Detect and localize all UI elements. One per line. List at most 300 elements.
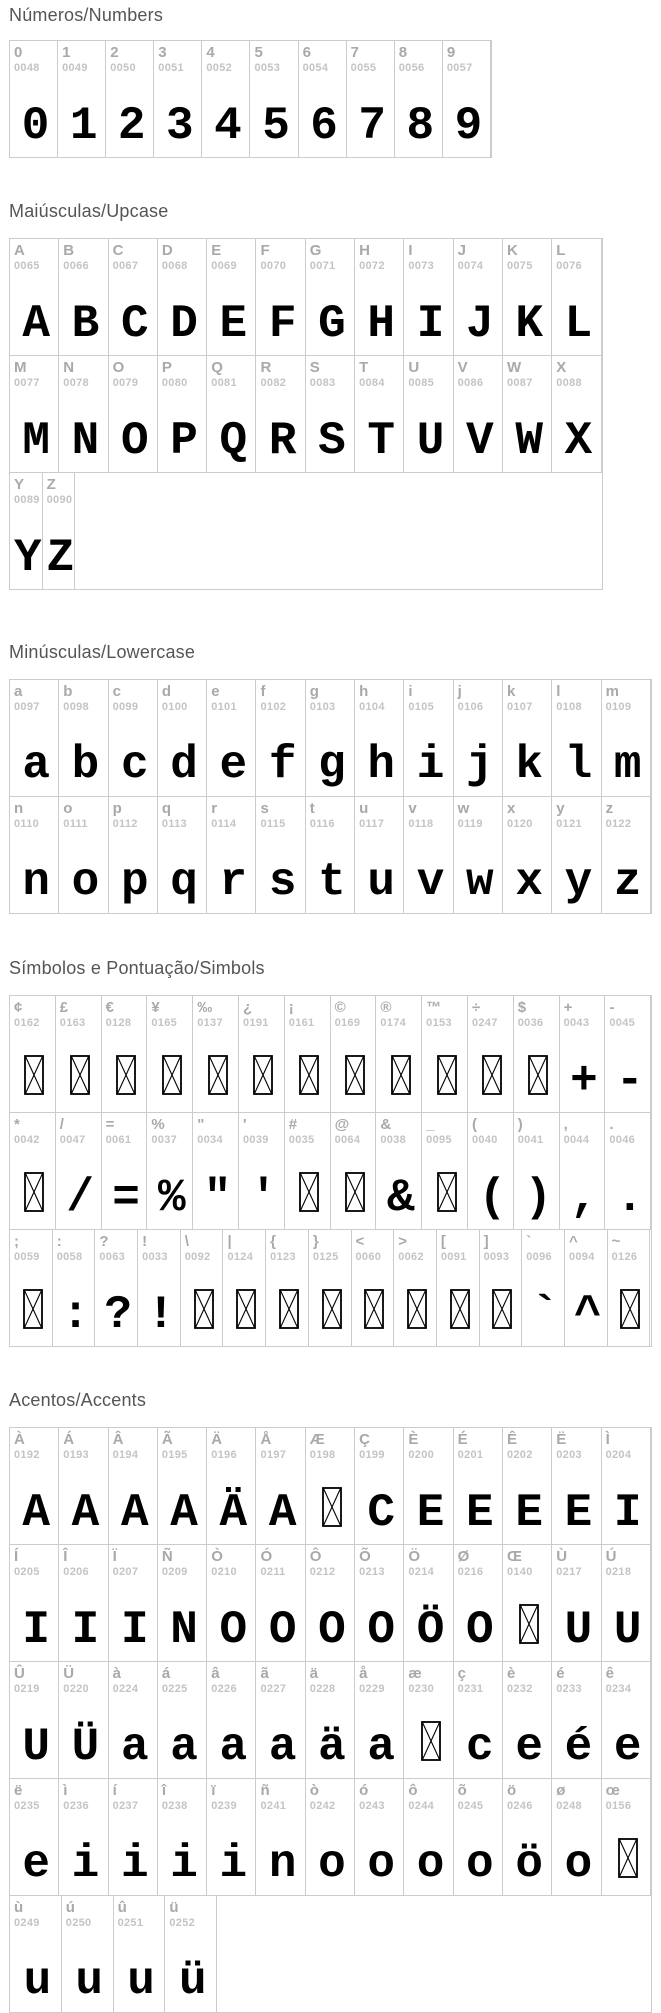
glyph-area — [556, 390, 600, 472]
char-code: 0238 — [161, 1800, 188, 1812]
char-code: 0174 — [380, 1017, 407, 1029]
char-row — [10, 796, 651, 913]
cell-header — [113, 1548, 157, 1579]
glyph-area — [162, 1462, 206, 1544]
cell-header — [612, 1233, 650, 1264]
char-row — [10, 1895, 651, 2012]
char-code: 0063 — [99, 1251, 126, 1263]
glyph-area — [359, 714, 403, 796]
char-label: 7 — [350, 44, 359, 61]
char-code: 0126 — [611, 1251, 638, 1263]
char-label: ä — [309, 1665, 319, 1682]
glyph-area — [197, 1030, 238, 1112]
char-cell-0229 — [355, 1662, 404, 1778]
char-code: 0140 — [506, 1566, 533, 1578]
char-cell-0097 — [10, 680, 59, 796]
glyph-area — [609, 1030, 650, 1112]
char-code: 0064 — [334, 1134, 361, 1146]
char-label: B — [63, 242, 75, 259]
char-label: å — [359, 1665, 368, 1682]
cell-header — [162, 1665, 206, 1696]
cell-header — [197, 999, 238, 1030]
char-cell-0079 — [109, 356, 158, 472]
glyph: n — [22, 856, 50, 908]
char-cell-0239 — [207, 1779, 256, 1895]
glyph-area — [162, 1813, 206, 1895]
char-code: 0089 — [14, 494, 40, 506]
cell-header — [310, 359, 354, 390]
char-cell-0123 — [266, 1230, 309, 1346]
char-label: : — [56, 1233, 62, 1250]
missing-glyph-icon — [236, 1289, 256, 1329]
char-code: 0088 — [556, 377, 582, 389]
glyph: D — [170, 298, 198, 350]
cell-header — [63, 1782, 107, 1813]
glyph-area — [606, 831, 650, 913]
char-code: 0224 — [112, 1683, 139, 1695]
char-label: * — [14, 1116, 20, 1133]
char-label: G — [309, 242, 322, 259]
char-code: 0094 — [568, 1251, 595, 1263]
cell-header — [507, 1548, 551, 1579]
glyph: T — [367, 415, 396, 467]
glyph: e — [22, 1838, 50, 1890]
char-row — [10, 41, 491, 157]
glyph-area — [472, 1030, 513, 1112]
char-label: ~ — [611, 1233, 621, 1250]
glyph: é — [564, 1721, 593, 1773]
char-label: d — [161, 683, 172, 700]
cell-header — [310, 242, 354, 273]
char-code: 0040 — [471, 1134, 498, 1146]
glyph-area — [606, 714, 650, 796]
char-code: 0109 — [605, 701, 632, 713]
glyph-area — [197, 1147, 238, 1229]
char-code: 0052 — [206, 62, 233, 74]
char-code: 0117 — [359, 818, 385, 830]
char-label: 6 — [302, 44, 311, 61]
char-label: < — [355, 1233, 365, 1250]
cell-header — [556, 242, 600, 273]
glyph: e — [613, 1721, 642, 1773]
char-label: V — [457, 359, 468, 376]
char-cell-0038 — [376, 1113, 422, 1229]
char-label: õ — [457, 1782, 467, 1799]
glyph-area — [158, 75, 201, 157]
char-code: 0056 — [398, 62, 425, 74]
char-code: 0246 — [506, 1800, 533, 1812]
glyph-area — [14, 1147, 55, 1229]
cell-header — [310, 800, 354, 831]
char-code: 0114 — [211, 818, 237, 830]
char-label: s — [260, 800, 269, 817]
glyph-area — [518, 1030, 559, 1112]
char-label: $ — [517, 999, 527, 1016]
char-code: 0227 — [260, 1683, 287, 1695]
glyph: N — [170, 1604, 198, 1656]
char-cell-0162 — [10, 996, 56, 1112]
cell-header — [14, 1431, 58, 1462]
glyph-area — [243, 1030, 284, 1112]
cell-header — [458, 1548, 502, 1579]
glyph-area — [408, 273, 452, 355]
missing-glyph-icon — [391, 1055, 411, 1095]
char-label: É — [457, 1431, 468, 1448]
char-label: È — [408, 1431, 419, 1448]
char-label: o — [63, 800, 73, 817]
char-label: N — [63, 359, 75, 376]
char-code: 0214 — [408, 1566, 435, 1578]
glyph: . — [615, 1172, 644, 1224]
char-cell-0214 — [404, 1545, 453, 1661]
glyph: P — [170, 415, 198, 467]
glyph-area — [408, 1462, 452, 1544]
cell-header — [99, 1233, 137, 1264]
glyph-area — [211, 390, 255, 472]
glyph-area — [211, 1462, 255, 1544]
section-title-upcase: Maiúsculas/Upcase — [9, 201, 169, 221]
char-cell-0056 — [395, 41, 443, 157]
char-code: 0111 — [63, 818, 88, 830]
cell-header — [113, 1665, 157, 1696]
char-label: a — [14, 683, 23, 700]
char-code: 0120 — [506, 818, 533, 830]
cell-header — [507, 800, 551, 831]
char-label: T — [359, 359, 369, 376]
char-code: 0095 — [426, 1134, 452, 1146]
char-label: E — [211, 242, 222, 259]
char-cell-0113 — [158, 797, 207, 913]
cell-header — [227, 1233, 265, 1264]
glyph: I — [22, 1604, 50, 1656]
glyph-area — [118, 1930, 165, 2012]
char-code: 0206 — [63, 1566, 89, 1578]
glyph: A — [268, 1487, 297, 1539]
missing-glyph-icon — [299, 1055, 319, 1095]
char-cell-0125 — [309, 1230, 352, 1346]
cell-header — [14, 1782, 58, 1813]
char-label: ¢ — [14, 999, 23, 1016]
char-label: Y — [14, 476, 25, 493]
char-code: 0242 — [309, 1800, 336, 1812]
char-code: 0053 — [254, 62, 281, 74]
char-code: 0233 — [556, 1683, 582, 1695]
glyph: I — [120, 1604, 149, 1656]
char-cell-0040 — [468, 1113, 514, 1229]
char-cell-0074 — [454, 239, 503, 355]
char-cell-0169 — [331, 996, 377, 1112]
glyph-area — [356, 1264, 394, 1346]
char-code: 0156 — [605, 1800, 632, 1812]
cell-header — [63, 683, 107, 714]
char-code: 0239 — [211, 1800, 237, 1812]
glyph: Z — [46, 532, 75, 584]
char-code: 0087 — [506, 377, 533, 389]
char-code: 0061 — [105, 1134, 132, 1146]
char-cell-0077 — [10, 356, 59, 472]
cell-header — [162, 1782, 206, 1813]
char-code: 0249 — [14, 1917, 40, 1929]
cell-header — [507, 242, 551, 273]
char-code: 0107 — [506, 701, 533, 713]
glyph: c — [466, 1721, 494, 1773]
glyph: ^ — [573, 1289, 602, 1341]
char-cell-0110 — [10, 797, 59, 913]
char-code: 0200 — [408, 1449, 435, 1461]
cell-header — [260, 683, 304, 714]
glyph: B — [71, 298, 100, 350]
char-label: v — [408, 800, 417, 817]
char-code: 0153 — [426, 1017, 452, 1029]
glyph: i — [120, 1838, 149, 1890]
char-code: 0099 — [112, 701, 139, 713]
glyph: g — [318, 739, 346, 791]
glyph-area — [162, 1696, 206, 1778]
char-label: A — [14, 242, 25, 259]
cell-header — [310, 1431, 354, 1462]
glyph: a — [170, 1721, 198, 1773]
section-title-accents: Acentos/Accents — [9, 1390, 147, 1410]
glyph: E — [515, 1487, 543, 1539]
glyph-area — [206, 75, 249, 157]
char-cell-0153 — [422, 996, 468, 1112]
glyph-area — [62, 75, 105, 157]
char-code: 0192 — [14, 1449, 40, 1461]
char-label: F — [260, 242, 270, 259]
glyph: G — [318, 298, 346, 350]
char-code: 0057 — [446, 62, 473, 74]
glyph-area — [162, 714, 206, 796]
char-code: 0122 — [605, 818, 632, 830]
cell-header — [458, 1431, 502, 1462]
char-code: 0112 — [112, 818, 138, 830]
char-code: 0037 — [151, 1134, 178, 1146]
cell-header — [63, 1548, 107, 1579]
glyph: H — [367, 298, 396, 350]
glyph-area — [14, 831, 58, 913]
section-title-symbols: Símbolos e Pontuação/Simbols — [9, 958, 265, 978]
char-cell-0200 — [404, 1428, 453, 1544]
char-label: i — [408, 683, 413, 700]
glyph-area — [63, 390, 107, 472]
glyph-area — [63, 714, 107, 796]
glyph-area — [162, 1579, 206, 1661]
char-code: 0102 — [260, 701, 287, 713]
char-label: + — [563, 999, 573, 1016]
char-label: Q — [211, 359, 223, 376]
glyph: a — [219, 1721, 248, 1773]
cell-header — [14, 999, 55, 1030]
char-cell-0044 — [560, 1113, 606, 1229]
char-cell-0128 — [102, 996, 148, 1112]
char-label: K — [506, 242, 518, 259]
char-label: Ü — [63, 1665, 75, 1682]
glyph: L — [564, 298, 593, 350]
char-code: 0068 — [161, 260, 188, 272]
cell-header — [303, 44, 346, 75]
char-cell-0046 — [605, 1113, 651, 1229]
glyph: s — [268, 856, 297, 908]
char-label: Ã — [161, 1431, 173, 1448]
char-label: Ø — [457, 1548, 470, 1565]
char-cell-0238 — [158, 1779, 207, 1895]
cell-header — [211, 359, 255, 390]
char-code: 0229 — [359, 1683, 385, 1695]
glyph-area — [63, 1696, 107, 1778]
glyph: V — [466, 415, 494, 467]
cell-header — [408, 683, 452, 714]
cell-header — [197, 1116, 238, 1147]
char-label: n — [14, 800, 24, 817]
glyph-area — [408, 1579, 452, 1661]
char-code: 0202 — [506, 1449, 533, 1461]
glyph-area — [458, 1579, 502, 1661]
char-code: 0225 — [161, 1683, 188, 1695]
cell-header — [458, 1665, 502, 1696]
char-cell-0165 — [147, 996, 193, 1112]
missing-glyph-icon — [322, 1289, 342, 1329]
glyph-area — [169, 1930, 216, 2012]
char-label: 2 — [110, 44, 119, 61]
char-label: W — [506, 359, 522, 376]
glyph-area — [211, 1696, 255, 1778]
char-cell-0191 — [239, 996, 285, 1112]
glyph-area — [106, 1030, 147, 1112]
char-cell-0037 — [147, 1113, 193, 1229]
glyph-area — [260, 1813, 304, 1895]
char-code: 0103 — [309, 701, 336, 713]
glyph-area — [260, 273, 304, 355]
glyph-area — [609, 1147, 650, 1229]
glyph-area — [243, 1147, 284, 1229]
glyph-area — [507, 831, 551, 913]
glyph: " — [203, 1172, 232, 1224]
char-cell-0140 — [503, 1545, 552, 1661]
cell-header — [507, 683, 551, 714]
char-cell-0036 — [514, 996, 560, 1112]
cell-header — [260, 1665, 304, 1696]
glyph: ` — [531, 1289, 559, 1341]
char-cell-0088 — [552, 356, 601, 472]
char-code: 0075 — [506, 260, 533, 272]
char-cell-0194 — [109, 1428, 158, 1544]
glyph: o — [367, 1838, 396, 1890]
glyph: ö — [515, 1838, 543, 1890]
glyph: O — [120, 415, 149, 467]
cell-header — [118, 1899, 165, 1930]
glyph-area — [66, 1930, 113, 2012]
char-row — [10, 680, 651, 796]
char-code: 0106 — [457, 701, 484, 713]
glyph-area — [399, 75, 442, 157]
glyph: U — [613, 1604, 642, 1656]
char-label: ™ — [426, 999, 442, 1016]
char-code: 0054 — [302, 62, 329, 74]
missing-glyph-icon — [24, 1055, 44, 1095]
cell-header — [426, 999, 467, 1030]
glyph-area — [556, 1813, 600, 1895]
char-code: 0115 — [260, 818, 286, 830]
cell-header — [270, 1233, 308, 1264]
glyph: 3 — [166, 100, 194, 152]
char-code: 0080 — [161, 377, 188, 389]
cell-header — [14, 476, 42, 507]
glyph: A — [120, 1487, 149, 1539]
glyph: M — [22, 415, 50, 467]
glyph-area — [507, 273, 551, 355]
glyph-area — [106, 1147, 147, 1229]
cell-header — [564, 999, 605, 1030]
glyph-area — [260, 1579, 304, 1661]
char-code: 0198 — [309, 1449, 336, 1461]
cell-header — [408, 1782, 452, 1813]
glyph: i — [219, 1838, 248, 1890]
cell-header — [609, 1116, 650, 1147]
glyph: X — [564, 415, 593, 467]
glyph: W — [515, 415, 543, 467]
char-code: 0043 — [563, 1017, 590, 1029]
glyph-area — [556, 714, 600, 796]
glyph: K — [515, 298, 543, 350]
char-code: 0108 — [556, 701, 582, 713]
glyph: ä — [318, 1721, 346, 1773]
glyph-area — [359, 1579, 403, 1661]
char-code: 0096 — [526, 1251, 552, 1263]
char-code: 0226 — [211, 1683, 237, 1695]
glyph-area — [612, 1264, 650, 1346]
glyph-area — [57, 1264, 95, 1346]
cell-header — [359, 1431, 403, 1462]
char-code: 0203 — [556, 1449, 582, 1461]
missing-glyph-icon — [620, 1289, 640, 1329]
char-label: ¥ — [151, 999, 160, 1016]
char-label: ; — [14, 1233, 19, 1250]
char-code: 0081 — [211, 377, 237, 389]
char-cell-0210 — [207, 1545, 256, 1661]
char-code: 0113 — [161, 818, 187, 830]
char-label: L — [556, 242, 566, 259]
char-label: 9 — [446, 44, 456, 61]
section-numbers — [9, 2, 661, 158]
glyph: O — [466, 1604, 494, 1656]
char-cell-0076 — [552, 239, 601, 355]
char-label: í — [112, 1782, 117, 1799]
glyph-area — [47, 507, 75, 589]
char-label: J — [457, 242, 467, 259]
glyph-area — [14, 507, 42, 589]
char-table-symbols — [9, 995, 652, 1347]
char-cell-0112 — [109, 797, 158, 913]
char-label: è — [506, 1665, 516, 1682]
char-cell-0052 — [202, 41, 250, 157]
missing-glyph-icon — [70, 1055, 90, 1095]
char-label: m — [605, 683, 619, 700]
char-code: 0047 — [59, 1134, 86, 1146]
char-cell-0068 — [158, 239, 207, 355]
cell-header — [162, 800, 206, 831]
cell-header — [606, 1431, 650, 1462]
char-cell-0201 — [454, 1428, 503, 1544]
glyph-area — [14, 273, 58, 355]
glyph-area — [458, 273, 502, 355]
glyph-area — [289, 1147, 330, 1229]
char-cell-0059 — [10, 1230, 53, 1346]
char-cell-0195 — [158, 1428, 207, 1544]
char-label: Ô — [309, 1548, 322, 1565]
glyph-area — [14, 1696, 58, 1778]
glyph: ( — [478, 1172, 507, 1224]
cell-header — [351, 44, 394, 75]
